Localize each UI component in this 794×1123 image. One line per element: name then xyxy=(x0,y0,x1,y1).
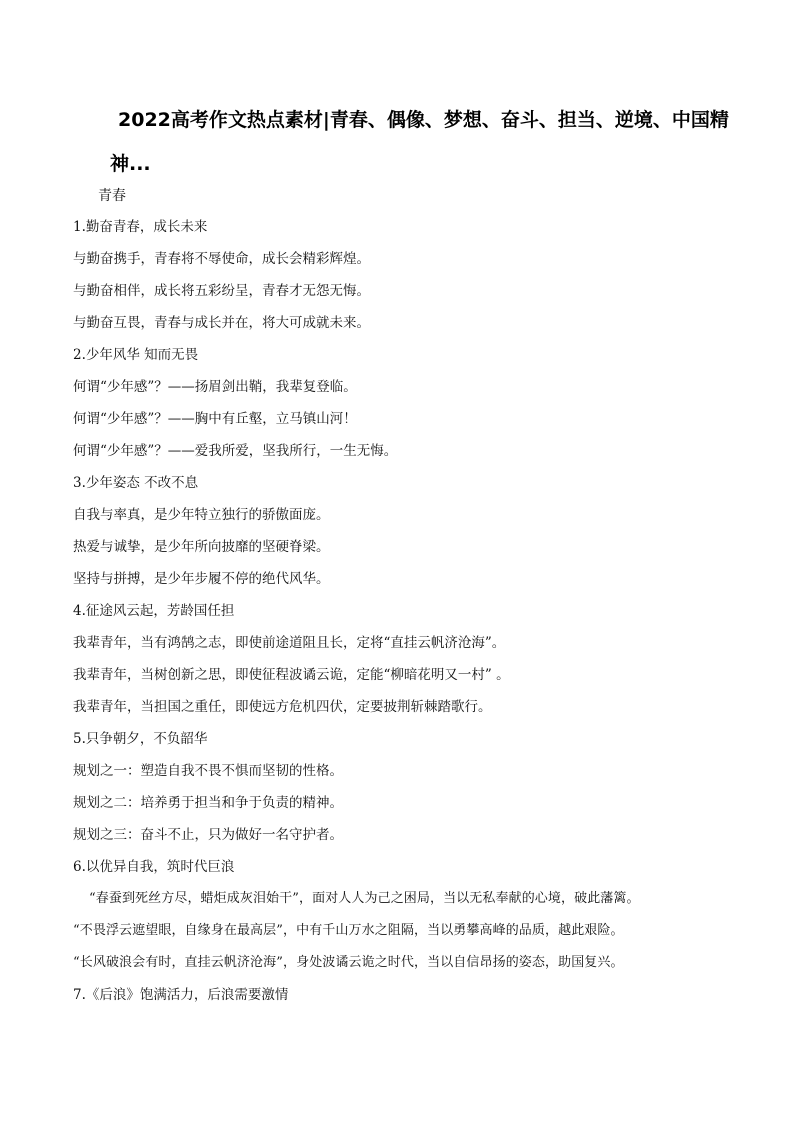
text-line: 我辈青年，当担国之重任，即使远方危机四伏，定要披荆斩棘踏歌行。 xyxy=(73,699,492,715)
text-line: 何谓“少年感”？——扬眉剑出鞘，我辈复登临。 xyxy=(73,379,357,395)
text-line: 何谓“少年感”？——爱我所爱，坚我所行，一生无悔。 xyxy=(73,443,398,459)
text-line: 我辈青年，当有鸿鹄之志，即使前途道阻且长，定将“直挂云帆济沧海”。 xyxy=(73,635,506,651)
text-line: 热爱与诚挚，是少年所向披靡的坚硬脊梁。 xyxy=(73,539,330,555)
subheading: 5.只争朝夕，不负韶华 xyxy=(73,731,208,747)
subheading: 6.以优异自我，筑时代巨浪 xyxy=(73,859,235,875)
document-title: 2022高考作文热点素材|青春、偶像、梦想、奋斗、担当、逆境、中国精神... xyxy=(110,109,729,175)
text-line: 与勤奋携手，青春将不辱使命，成长会精彩辉煌。 xyxy=(73,251,370,267)
section-label: 青春 xyxy=(98,188,126,204)
subheading: 4.征途风云起，芳龄国任担 xyxy=(73,603,235,619)
text-line: 何谓“少年感”？——胸中有丘壑，立马镇山河！ xyxy=(73,411,357,427)
text-line: 规划之一：塑造自我不畏不惧而坚韧的性格。 xyxy=(73,763,343,779)
document-body xyxy=(73,217,753,1017)
text-line: 我辈青年，当树创新之思，即使征程波谲云诡，定能“柳暗花明又一村” 。 xyxy=(73,667,510,683)
text-line: 与勤奋相伴，成长将五彩纷呈，青春才无怨无悔。 xyxy=(73,283,370,299)
text-line: “长风破浪会有时，直挂云帆济沧海”，身处波谲云诡之时代，当以自信昂扬的姿态，助国复兴。 xyxy=(73,955,624,970)
text-line: 自我与率真，是少年特立独行的骄傲面庞。 xyxy=(73,507,330,523)
subheading: 3.少年姿态 不改不息 xyxy=(73,475,199,491)
subheading: 7.《后浪》饱满活力，后浪需要激情 xyxy=(73,987,289,1003)
text-line: 规划之二：培养勇于担当和争于负责的精神。 xyxy=(73,795,343,811)
text-line: 规划之三：奋斗不止，只为做好一名守护者。 xyxy=(73,827,343,843)
subheading: 2.少年风华 知而无畏 xyxy=(73,347,199,363)
text-line: “不畏浮云遮望眼，自缘身在最高层”，中有千山万水之阻隔，当以勇攀高峰的品质，越此艰险。 xyxy=(73,923,624,938)
text-line: 与勤奋互畏，青春与成长并在，将大可成就未来。 xyxy=(73,315,370,331)
subheading: 1.勤奋青春，成长未来 xyxy=(73,219,208,235)
text-line: “春蚕到死丝方尽，蜡炬成灰泪始干”，面对人人为己之困局，当以无私奉献的心境，破此藩篱。 xyxy=(89,891,640,906)
text-line: 坚持与拼搏，是少年步履不停的绝代风华。 xyxy=(73,571,330,587)
